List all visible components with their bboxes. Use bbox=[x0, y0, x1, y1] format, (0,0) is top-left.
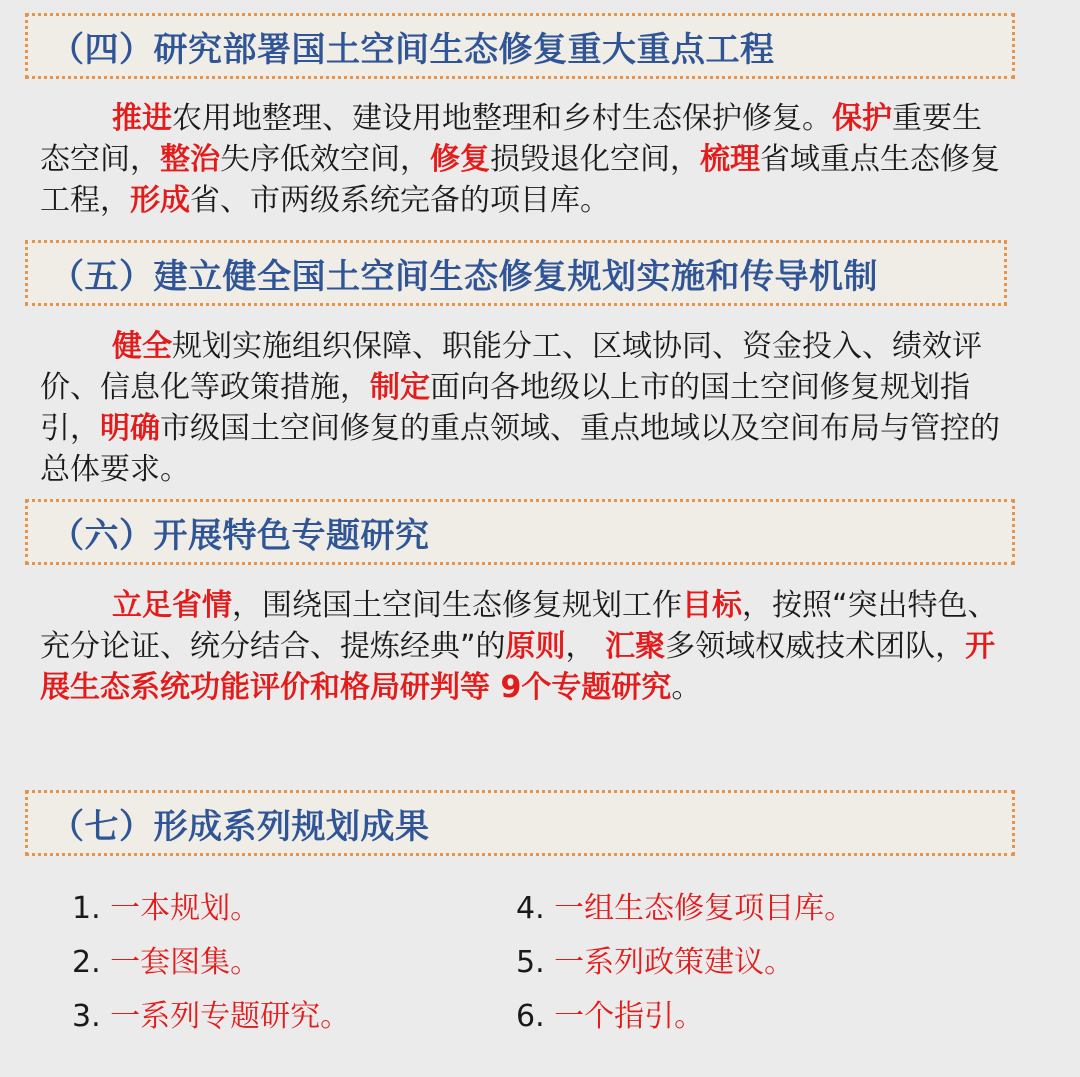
section-4-paragraph bbox=[40, 98, 1005, 221]
section-5-title: （五）建立健全国土空间生态修复规划实施和传导机制 bbox=[50, 256, 878, 297]
highlight-text: 保护 bbox=[832, 101, 892, 136]
body-text: 失序低效空间， bbox=[220, 142, 430, 177]
list-item-text: 一本规划。 bbox=[110, 891, 261, 926]
list-item-text: 一系列专题研究。 bbox=[110, 999, 351, 1034]
list-item bbox=[516, 996, 1032, 1038]
highlight-text: 明确 bbox=[100, 411, 160, 446]
section-5-header bbox=[25, 240, 1007, 306]
body-text: ，按照“突出特色、充分论证、统分结合、提炼经典”的 bbox=[40, 588, 998, 664]
list-item-text: 一套图集。 bbox=[110, 945, 261, 980]
list-item bbox=[72, 996, 516, 1038]
list-item-text: 一系列政策建议。 bbox=[554, 945, 795, 980]
list-item-text: 一个指引。 bbox=[554, 999, 705, 1034]
section-5-paragraph bbox=[40, 326, 1005, 490]
body-text: 规划实施组织保障、职能分工、区域协同、资金投入、绩效评价、信息化等政策措施， bbox=[40, 329, 982, 405]
body-text: 省域重点生态修复工程， bbox=[40, 142, 1000, 218]
highlight-text: 制定 bbox=[370, 370, 430, 405]
body-text: 重要生态空间， bbox=[40, 101, 982, 177]
body-text: ，围绕国土空间生态修复规划工作 bbox=[232, 588, 682, 623]
body-text: 多领域权威技术团队， bbox=[665, 629, 966, 664]
body-text: 损毁退化空间， bbox=[490, 142, 700, 177]
section-7-header bbox=[25, 790, 1015, 856]
results-list bbox=[72, 888, 1032, 1038]
list-item bbox=[516, 888, 1032, 930]
list-item bbox=[72, 942, 516, 984]
section-6-title: （六）开展特色专题研究 bbox=[50, 515, 430, 556]
body-text: 农用地整理、建设用地整理和乡村生态保护修复。 bbox=[172, 101, 832, 136]
highlight-text: 整治 bbox=[160, 142, 220, 177]
highlight-text: 目标 bbox=[682, 588, 742, 623]
list-item-number: 4. bbox=[516, 891, 545, 926]
list-item-number: 5. bbox=[516, 945, 545, 980]
body-text: 。 bbox=[671, 670, 702, 705]
section-4-header bbox=[25, 13, 1015, 79]
highlight-text: 形成 bbox=[130, 183, 190, 218]
highlight-text: 推进 bbox=[112, 101, 172, 136]
list-item-text: 一组生态修复项目库。 bbox=[554, 891, 855, 926]
body-text: 市级国土空间修复的重点领域、重点地域以及空间布局与管控的总体要求。 bbox=[40, 411, 1000, 487]
section-4-title: （四）研究部署国土空间生态修复重大重点工程 bbox=[50, 29, 775, 70]
highlight-text: 立足省情 bbox=[112, 588, 232, 623]
list-item-number: 1. bbox=[72, 891, 101, 926]
body-text: 省、市两级系统完备的项目库。 bbox=[190, 183, 610, 218]
section-6-header bbox=[25, 499, 1015, 565]
highlight-text: 开展生态系统功能评价和格局研判等 9个专题研究 bbox=[40, 629, 996, 705]
body-text: ， bbox=[565, 629, 606, 664]
highlight-text: 原则 bbox=[505, 629, 566, 664]
section-7-title: （七）形成系列规划成果 bbox=[50, 806, 430, 847]
section-6-paragraph bbox=[40, 585, 1005, 708]
list-item bbox=[516, 942, 1032, 984]
highlight-text: 修复 bbox=[430, 142, 490, 177]
highlight-text: 梳理 bbox=[700, 142, 760, 177]
list-item-number: 6. bbox=[516, 999, 545, 1034]
list-item-number: 2. bbox=[72, 945, 101, 980]
list-item bbox=[72, 888, 516, 930]
highlight-text: 汇聚 bbox=[605, 629, 666, 664]
body-text: 面向各地级以上市的国土空间修复规划指引， bbox=[40, 370, 970, 446]
highlight-text: 健全 bbox=[112, 329, 172, 364]
list-item-number: 3. bbox=[72, 999, 101, 1034]
